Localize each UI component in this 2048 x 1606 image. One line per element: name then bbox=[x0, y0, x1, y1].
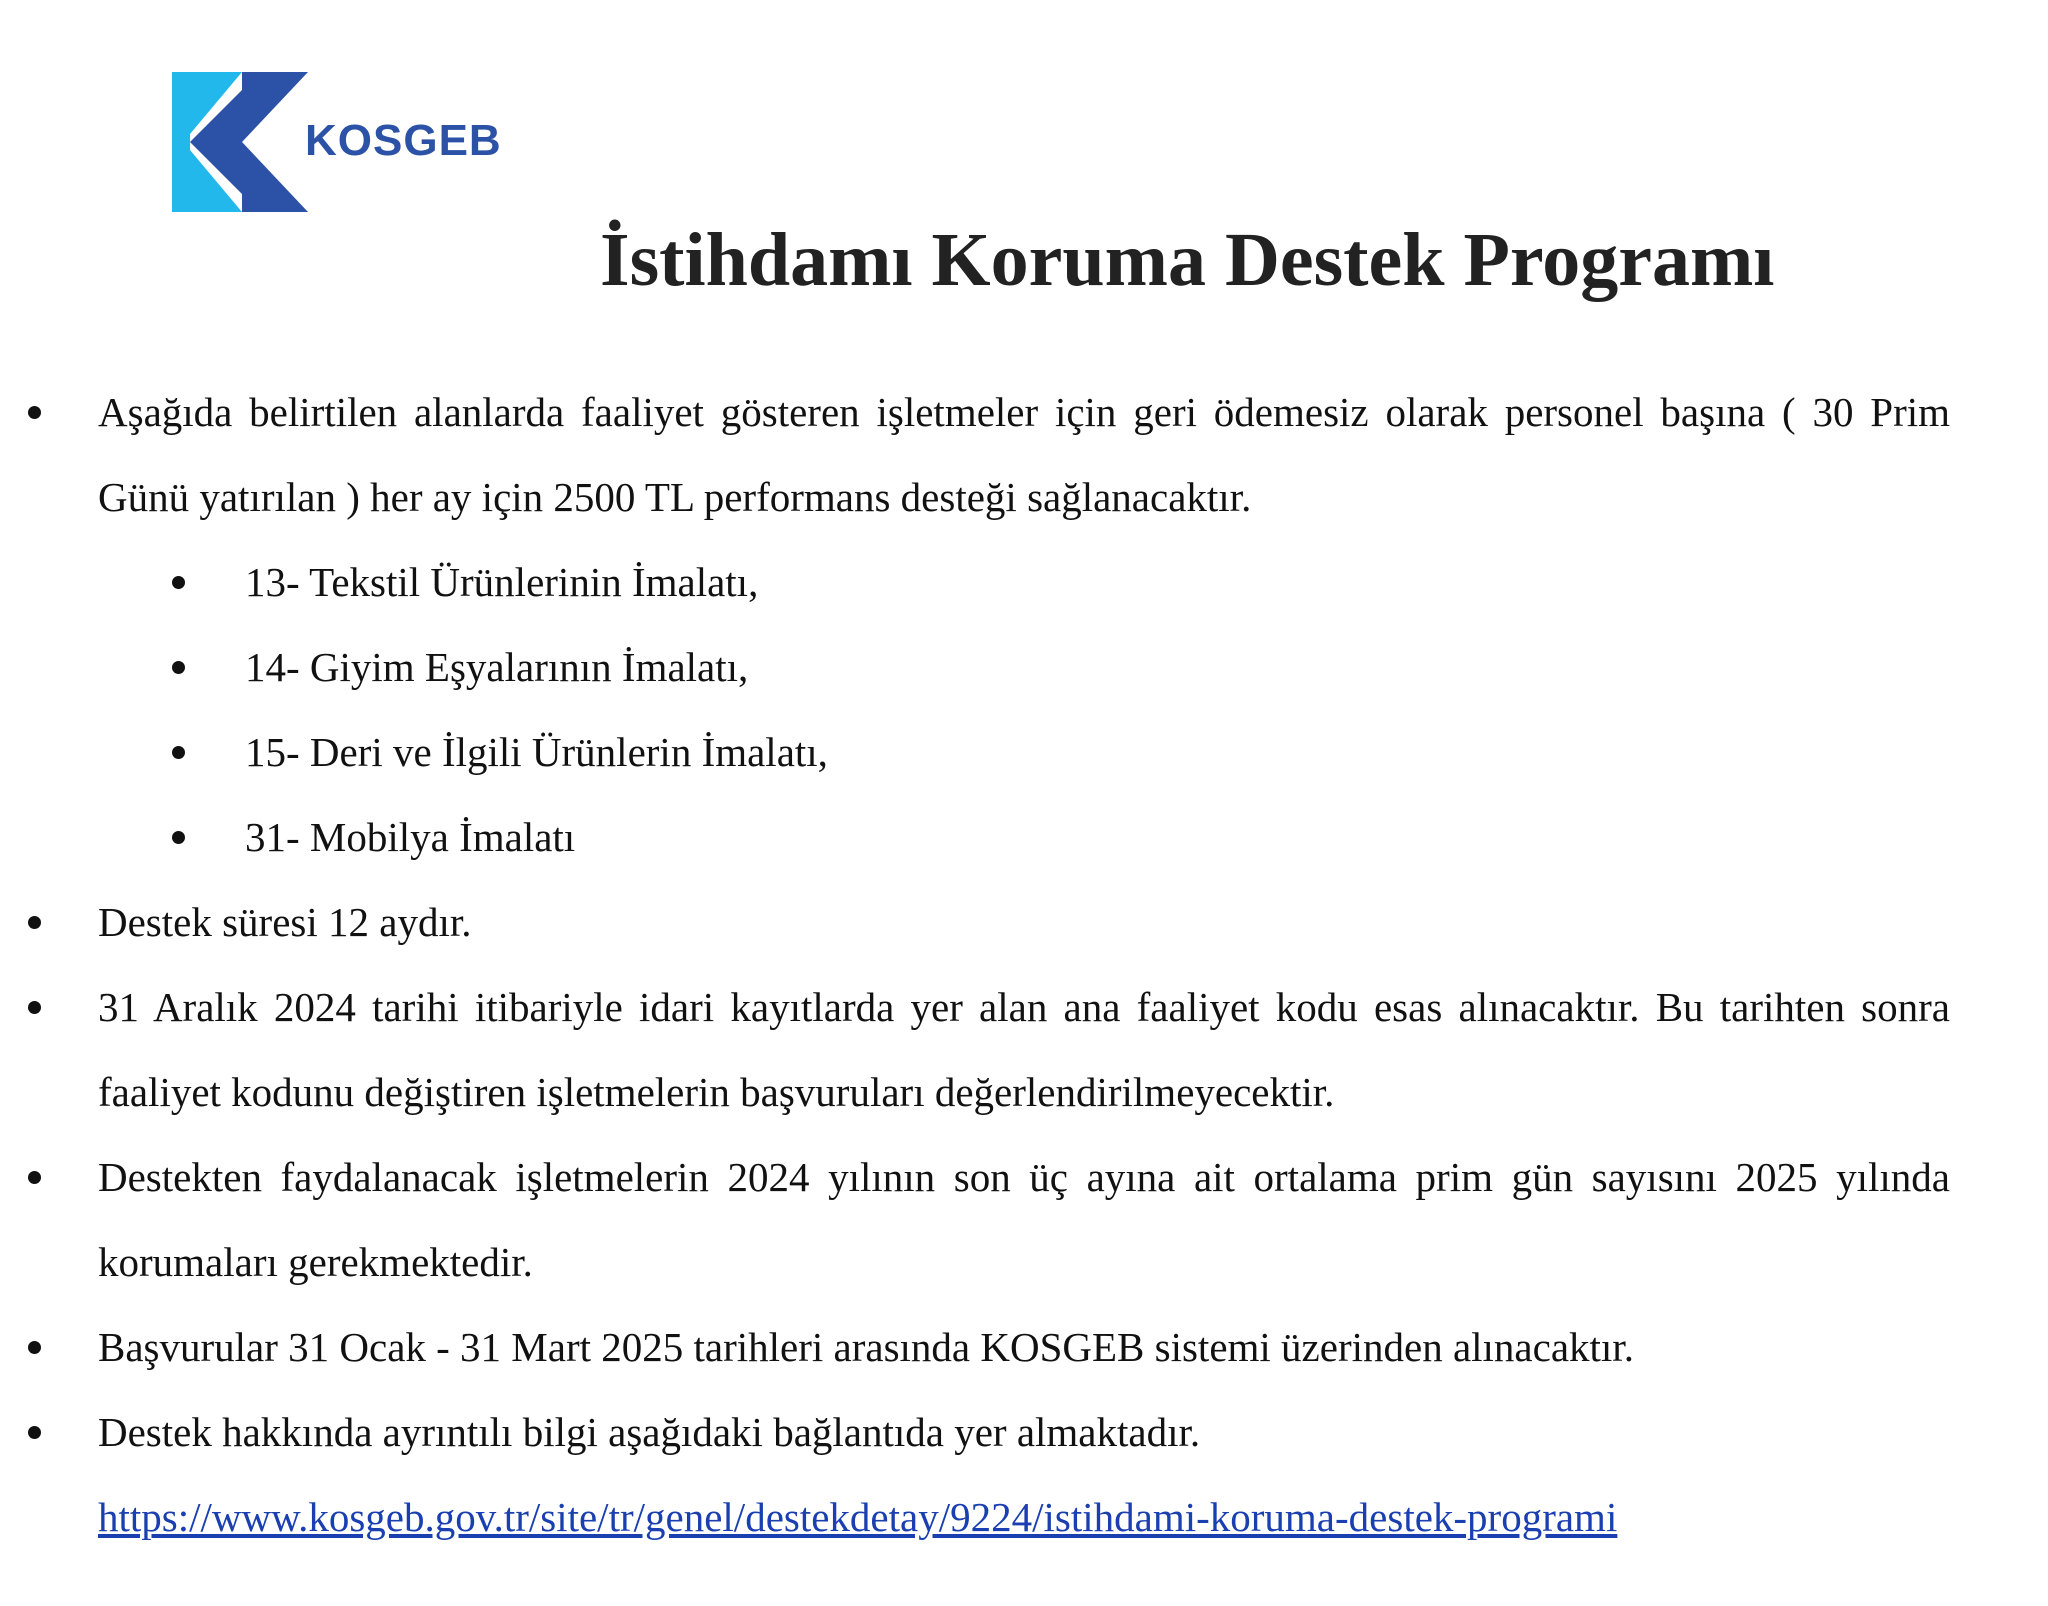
list-item bbox=[0, 1390, 1950, 1560]
bullet-icon bbox=[28, 1001, 41, 1014]
bullet-icon bbox=[28, 1341, 41, 1354]
bullet-icon bbox=[28, 1426, 41, 1439]
sub-list-item-text: 13- Tekstil Ürünlerinin İmalatı, bbox=[245, 559, 759, 605]
sub-list-item-text: 31- Mobilya İmalatı bbox=[245, 814, 576, 860]
kosgeb-logo bbox=[172, 72, 532, 212]
list-item bbox=[0, 1305, 1950, 1390]
list-item-text: Destek süresi 12 aydır. bbox=[98, 899, 472, 945]
list-item-text: 31 Aralık 2024 tarihi itibariyle idari kayıtlarda yer alan ana faaliyet kodu esas alınacaktır. Bu tarihten sonra faaliyet kodunu değiştiren işletmelerin başvuruları değerlendirilmeyecektir. bbox=[98, 984, 1950, 1115]
sub-list-item bbox=[0, 795, 2048, 880]
list-item bbox=[0, 370, 1950, 540]
list-item bbox=[0, 880, 1950, 965]
bullet-icon bbox=[172, 746, 185, 759]
document-body bbox=[0, 370, 2048, 1560]
bullet-icon bbox=[28, 916, 41, 929]
list-item-text: Başvurular 31 Ocak - 31 Mart 2025 tarihleri arasında KOSGEB sistemi üzerinden alınacaktır. bbox=[98, 1324, 1634, 1370]
bullet-icon bbox=[28, 406, 41, 419]
bullet-icon bbox=[172, 661, 185, 674]
kosgeb-logo-mark bbox=[172, 72, 312, 212]
list-item-text: Destekten faydalanacak işletmelerin 2024 yılının son üç ayına ait ortalama prim gün sayısını 2025 yılında korumaları gerekmektedir. bbox=[98, 1154, 1950, 1285]
list-item-text: Aşağıda belirtilen alanlarda faaliyet gösteren işletmeler için geri ödemesiz olarak personel başına ( 30 Prim Günü yatırılan ) her ay için 2500 TL performans desteği sağlanacaktır. bbox=[98, 389, 1950, 520]
list-item bbox=[0, 1135, 1950, 1305]
sub-list-item bbox=[0, 540, 2048, 625]
kosgeb-logo-text: KOSGEB bbox=[305, 116, 502, 165]
destek-detay-link[interactable]: https://www.kosgeb.gov.tr/site/tr/genel/destekdetay/9224/istihdami-koruma-destek-programi bbox=[98, 1494, 1618, 1540]
bullet-icon bbox=[172, 576, 185, 589]
bullet-icon bbox=[172, 831, 185, 844]
list-item-text: Destek hakkında ayrıntılı bilgi aşağıdaki bağlantıda yer almaktadır. bbox=[98, 1409, 1201, 1455]
sub-list-item bbox=[0, 625, 2048, 710]
page-title: İstihdamı Koruma Destek Programı bbox=[600, 218, 1775, 302]
bullet-icon bbox=[28, 1171, 41, 1184]
sub-list-item-text: 14- Giyim Eşyalarının İmalatı, bbox=[245, 644, 749, 690]
sub-list-item-text: 15- Deri ve İlgili Ürünlerin İmalatı, bbox=[245, 729, 828, 775]
sub-list-item bbox=[0, 710, 2048, 795]
list-item bbox=[0, 965, 1950, 1135]
